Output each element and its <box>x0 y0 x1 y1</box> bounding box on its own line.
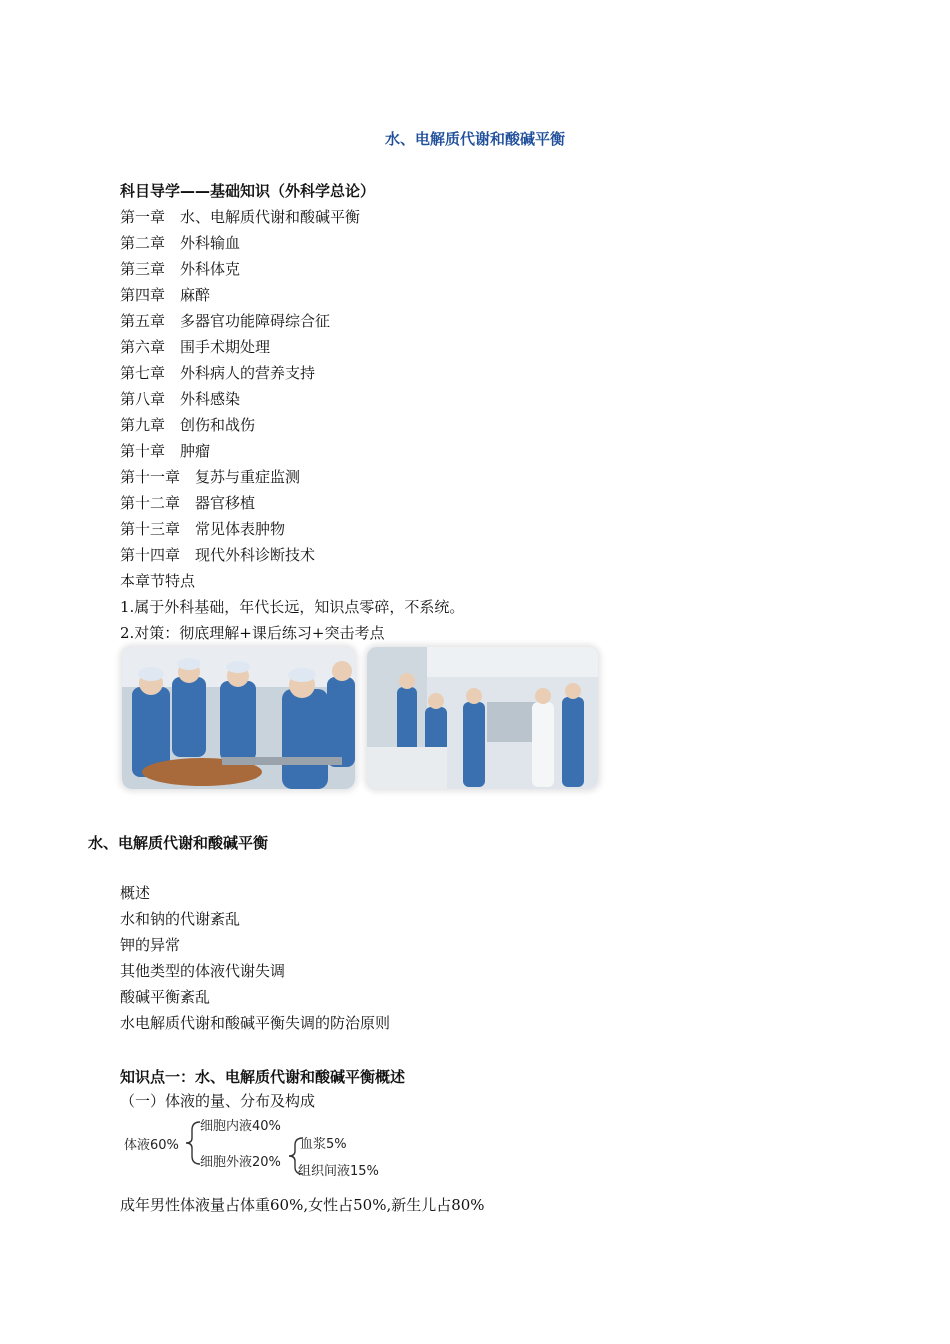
chapter-name: 麻醉 <box>180 286 211 304</box>
chapter-name: 肿瘤 <box>180 442 211 460</box>
diagram-plasma-label: 血浆5% <box>300 1137 347 1152</box>
chapter-number: 第九章 <box>120 416 166 434</box>
chapter-number: 第十一章 <box>120 468 181 486</box>
features-title: 本章节特点 <box>120 572 196 590</box>
surgery-training-photo <box>122 647 355 789</box>
section-outline-item: 酸碱平衡紊乱 <box>120 988 211 1006</box>
section-heading: 水、电解质代谢和酸碱平衡 <box>88 834 269 852</box>
chapter-item <box>120 360 360 386</box>
feature-point-1: 1.属于外科基础，年代长远，知识点零碎，不系统。 <box>120 598 465 616</box>
chapter-item <box>120 230 360 256</box>
diagram-extracellular-label: 细胞外液20% <box>200 1155 281 1170</box>
section-outline-list <box>120 880 390 1036</box>
chapter-number: 第十章 <box>120 442 166 460</box>
section-outline-item: 水和钠的代谢紊乱 <box>120 910 241 928</box>
section-outline-item: 概述 <box>120 884 151 902</box>
body-fluid-note: 成年男性体液量占体重60%,女性占50%,新生儿占80% <box>120 1196 485 1214</box>
chapter-item <box>120 542 360 568</box>
page-title: 水、电解质代谢和酸碱平衡 <box>384 130 565 148</box>
chapter-name: 常见体表肿物 <box>195 520 286 538</box>
chapter-name: 复苏与重症监测 <box>195 468 301 486</box>
guide-heading: 科目导学——基础知识（外科学总论） <box>120 182 376 200</box>
chapter-name: 水、电解质代谢和酸碱平衡 <box>180 208 361 226</box>
chapter-number: 第十二章 <box>120 494 181 512</box>
chapter-number: 第六章 <box>120 338 166 356</box>
section-outline-item: 水电解质代谢和酸碱平衡失调的防治原则 <box>120 1014 391 1032</box>
chapter-item <box>120 516 360 542</box>
chapter-name: 外科感染 <box>180 390 241 408</box>
chapter-item <box>120 386 360 412</box>
chapter-number: 第五章 <box>120 312 166 330</box>
chapter-item <box>120 308 360 334</box>
feature-point-2: 2.对策：彻底理解+课后练习+突击考点 <box>120 624 385 642</box>
chapter-name: 现代外科诊断技术 <box>195 546 316 564</box>
chapter-item <box>120 256 360 282</box>
chapter-item <box>120 464 360 490</box>
chapter-name: 创伤和战伤 <box>180 416 256 434</box>
chapter-name: 多器官功能障碍综合征 <box>180 312 331 330</box>
chapter-item <box>120 438 360 464</box>
chapter-number: 第七章 <box>120 364 166 382</box>
operating-room-photo <box>367 647 598 789</box>
diagram-root-label: 体液60% <box>124 1138 179 1153</box>
chapter-number: 第十四章 <box>120 546 181 564</box>
chapter-name: 围手术期处理 <box>180 338 271 356</box>
chapter-number: 第八章 <box>120 390 166 408</box>
section-outline-item: 其他类型的体液代谢失调 <box>120 962 286 980</box>
knowledge-subheading: （一）体液的量、分布及构成 <box>120 1092 316 1110</box>
chapter-number: 第一章 <box>120 208 166 226</box>
chapter-number: 第二章 <box>120 234 166 252</box>
diagram-interstitial-label: 组织间液15% <box>298 1164 379 1179</box>
chapter-name: 器官移植 <box>195 494 256 512</box>
diagram-intracellular-label: 细胞内液40% <box>200 1119 281 1134</box>
chapter-list <box>120 204 360 568</box>
chapter-number: 第三章 <box>120 260 166 278</box>
chapter-number: 第十三章 <box>120 520 181 538</box>
chapter-name: 外科输血 <box>180 234 241 252</box>
chapter-item <box>120 412 360 438</box>
section-outline-item: 钾的异常 <box>120 936 181 954</box>
chapter-number: 第四章 <box>120 286 166 304</box>
chapter-name: 外科体克 <box>180 260 241 278</box>
chapter-item <box>120 490 360 516</box>
knowledge-heading: 知识点一：水、电解质代谢和酸碱平衡概述 <box>120 1068 406 1086</box>
chapter-item <box>120 204 360 230</box>
chapter-item <box>120 282 360 308</box>
chapter-item <box>120 334 360 360</box>
chapter-name: 外科病人的营养支持 <box>180 364 316 382</box>
